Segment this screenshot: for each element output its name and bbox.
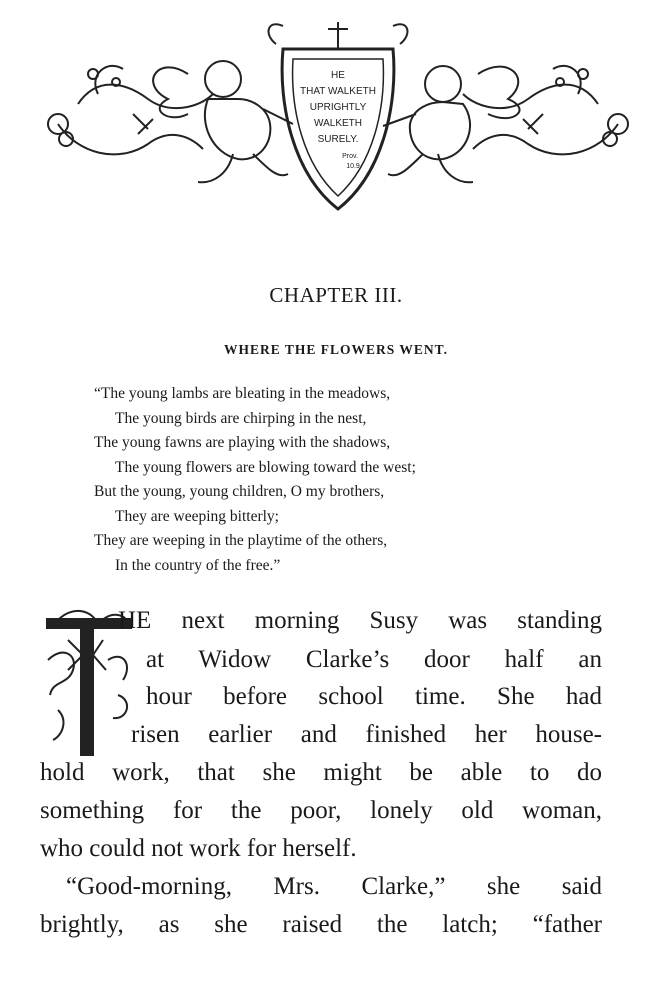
right-vine-scroll xyxy=(463,85,598,108)
body-line: hold work, that she might be able to do xyxy=(40,759,602,786)
body-line: brightly, as she raised the latch; “father xyxy=(40,911,602,938)
banner-line: UPRIGHTLY xyxy=(309,102,367,113)
drop-cap-letter: T xyxy=(86,680,88,681)
left-vine-scroll xyxy=(58,124,203,154)
body-line: hour before school time. She had xyxy=(146,683,602,710)
verse-line: The young fawns are playing with the shadows, xyxy=(94,434,391,451)
chapter-title: CHAPTER III. xyxy=(269,283,403,307)
verse-line: But the young, young children, O my brothers, xyxy=(94,483,385,500)
right-cherub xyxy=(383,66,519,182)
banner-line: THAT WALKETH xyxy=(300,86,376,97)
banner-line: WALKETH xyxy=(314,118,362,129)
banner-line: SURELY. xyxy=(317,134,359,145)
verse-line: The young flowers are blowing toward the west; xyxy=(115,458,416,476)
banner-reference: Prov. xyxy=(342,153,358,160)
verse-line: They are weeping in the playtime of the others, xyxy=(94,532,388,549)
verse-line: They are weeping bitterly; xyxy=(115,507,279,525)
epigraph xyxy=(94,382,594,578)
banner-reference: 10.9. xyxy=(346,163,362,170)
body-line: who could not work for herself. xyxy=(40,835,357,862)
body-line: something for the poor, lonely old woman, xyxy=(40,797,602,824)
verse-line: “The young lambs are bleating in the meadows, xyxy=(94,385,391,402)
body-line: “Good-morning, Mrs. Clarke,” she said xyxy=(66,873,602,900)
banner-line: HE xyxy=(331,70,345,81)
body-line: HE next morning Susy was standing xyxy=(118,607,602,634)
chapter-subtitle: WHERE THE FLOWERS WENT. xyxy=(223,342,449,357)
body-line: risen earlier and finished her house- xyxy=(131,721,602,748)
headpiece-ornament xyxy=(38,14,638,224)
body-line: at Widow Clarke’s door half an xyxy=(146,646,602,673)
right-vine-scroll xyxy=(473,124,618,154)
verse-line: In the country of the free.” xyxy=(115,556,281,574)
left-vine-scroll xyxy=(78,85,213,108)
left-cherub xyxy=(153,61,293,182)
verse-line: The young birds are chirping in the nest, xyxy=(115,409,367,427)
